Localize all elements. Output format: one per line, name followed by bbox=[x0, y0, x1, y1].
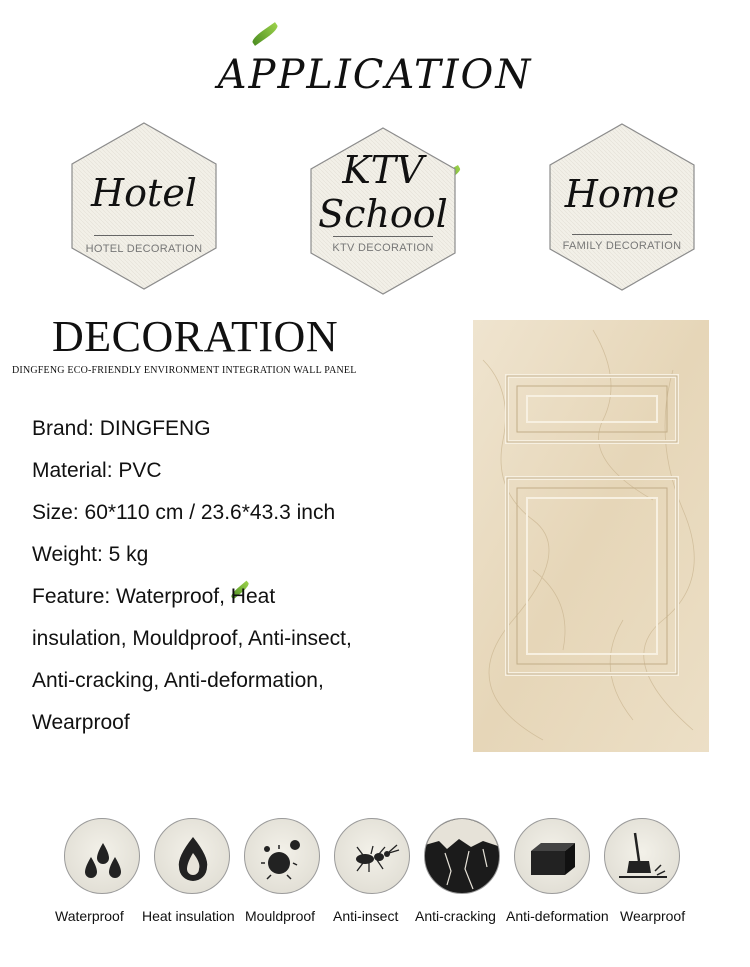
decoration-title: DECORATION bbox=[52, 312, 339, 361]
feature-label-anti-cracking: Anti-cracking bbox=[415, 908, 496, 924]
hex-divider bbox=[94, 235, 194, 236]
spec-brand: Brand: DINGFENG bbox=[32, 417, 211, 440]
hex-subtitle: HOTEL DECORATION bbox=[85, 243, 203, 255]
solid-block-icon bbox=[514, 818, 590, 894]
spec-feature-line: insulation, Mouldproof, Anti-insect, bbox=[32, 627, 352, 650]
hex-subtitle: FAMILY DECORATION bbox=[562, 240, 682, 252]
broom-scratch-icon bbox=[604, 818, 680, 894]
insect-icon bbox=[334, 818, 410, 894]
feature-label-waterproof: Waterproof bbox=[55, 908, 124, 924]
hex-subtitle: KTV DECORATION bbox=[332, 242, 434, 254]
hex-title: KTV bbox=[342, 148, 424, 192]
hexagon-home bbox=[548, 122, 696, 292]
hexagon-hotel bbox=[70, 121, 218, 291]
spec-feature-line: Anti-cracking, Anti-deformation, bbox=[32, 669, 324, 692]
spec-feature-line: Wearproof bbox=[32, 711, 130, 734]
spec-material: Material: PVC bbox=[32, 459, 162, 482]
hex-title: Hotel bbox=[91, 171, 197, 215]
hex-divider bbox=[572, 234, 672, 235]
mould-spores-icon bbox=[244, 818, 320, 894]
feature-label-wearproof: Wearproof bbox=[620, 908, 686, 924]
feature-label-mouldproof: Mouldproof bbox=[245, 908, 316, 924]
feature-label-anti-deformation: Anti-deformation bbox=[506, 908, 609, 924]
hexagon-ktv-school bbox=[309, 126, 457, 296]
spec-size: Size: 60*110 cm / 23.6*43.3 inch bbox=[32, 501, 336, 524]
hex-divider bbox=[333, 236, 433, 237]
decoration-subtitle: DINGFENG ECO-FRIENDLY ENVIRONMENT INTEGRATION WALL PANEL bbox=[12, 365, 357, 376]
water-drops-icon bbox=[64, 818, 140, 894]
cracked-surface-icon bbox=[424, 818, 500, 894]
feature-label-anti-insect: Anti-insect bbox=[333, 908, 399, 924]
application-title: APPLICATION bbox=[217, 52, 533, 98]
feature-label-heat-insulation: Heat insulation bbox=[142, 908, 235, 924]
flame-drop-icon bbox=[154, 818, 230, 894]
hex-title: Home bbox=[564, 172, 680, 216]
spec-feature-line: Feature: Waterproof, Heat bbox=[32, 585, 276, 608]
spec-weight: Weight: 5 kg bbox=[32, 543, 149, 566]
hex-title: School bbox=[318, 192, 448, 236]
wall-panel-image bbox=[473, 320, 709, 752]
leaf-decoration-icon bbox=[250, 22, 279, 46]
